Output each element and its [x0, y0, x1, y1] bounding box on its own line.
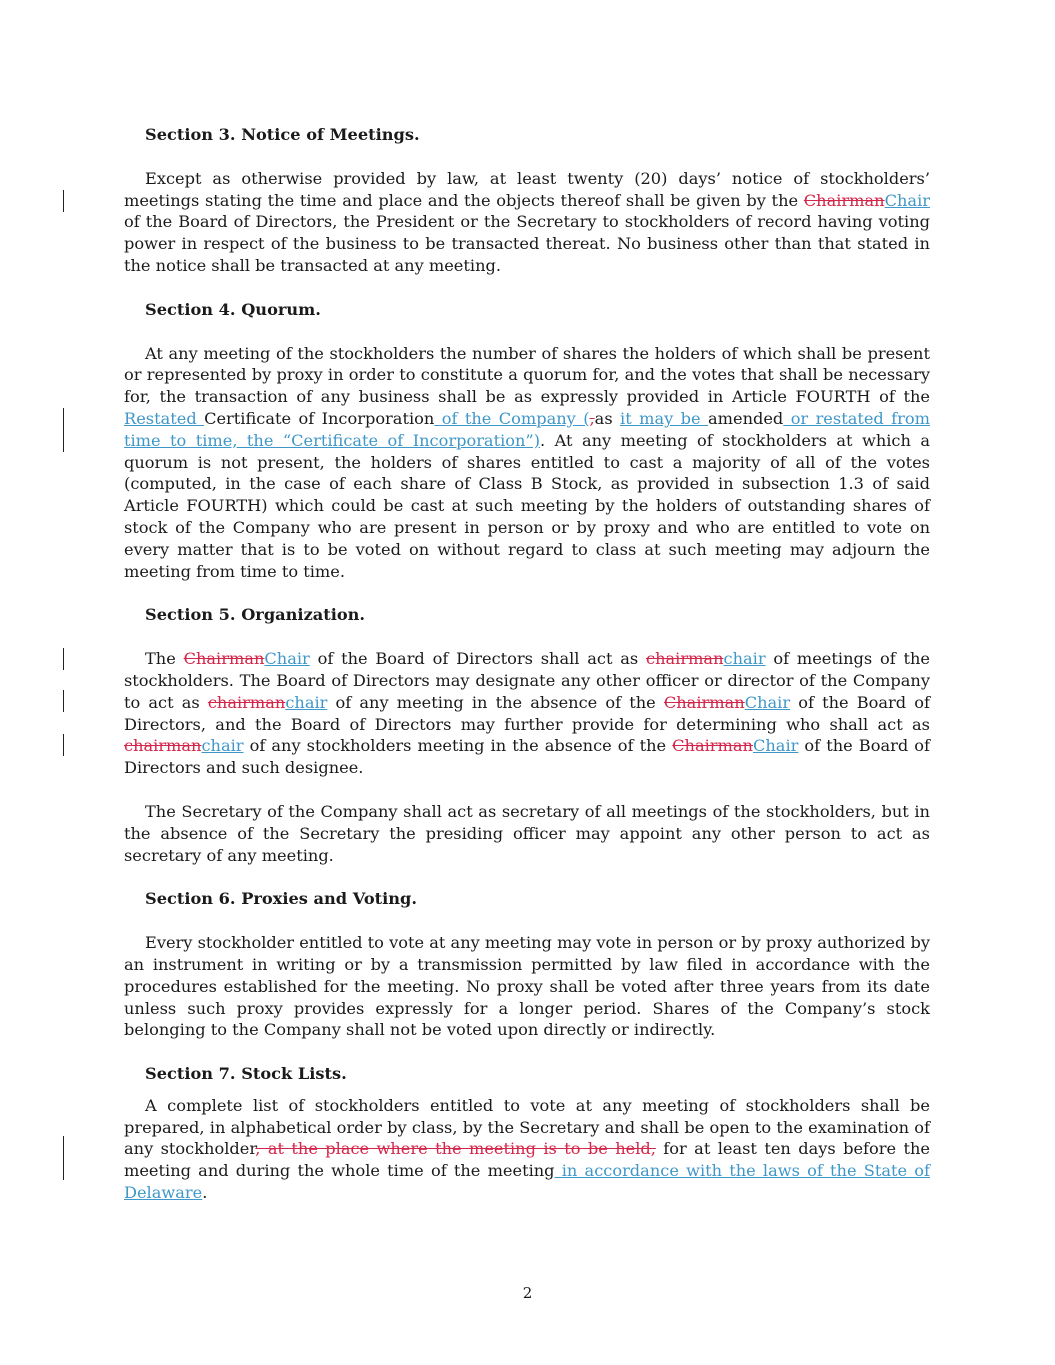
deleted-text: Chairman	[183, 649, 265, 669]
inserted-text: it may be	[620, 408, 708, 428]
inserted-text: Chair	[884, 190, 930, 210]
section-heading: Section 6. Proxies and Voting.	[145, 889, 417, 909]
text-run: of the Board of Directors, the President or the Secretary to stockholders of record having voting power in respect of the business to be transacted thereat. No business other than that stated in the notice shall be transacted at any meeting.	[124, 212, 930, 275]
document-page	[124, 120, 930, 1226]
text-run: of the Board of Directors shall act as	[309, 649, 647, 669]
text-run: amended	[707, 408, 784, 428]
body-paragraph	[124, 648, 930, 779]
text-run: Certificate of Incorporation	[204, 408, 435, 428]
body-paragraph	[124, 168, 930, 277]
deleted-text: chairman	[124, 736, 202, 756]
section-heading: Section 5. Organization.	[145, 605, 366, 625]
section-heading: Section 7. Stock Lists.	[145, 1064, 347, 1084]
deleted-text: Chairman	[663, 692, 745, 712]
change-bar	[63, 734, 64, 756]
text-run: of any meeting in the absence of the	[327, 692, 664, 712]
change-bar	[63, 690, 64, 712]
deleted-text: , at the place where the meeting is to be held,	[255, 1139, 656, 1159]
text-run: Every stockholder entitled to vote at any meeting may vote in person or by proxy authorized by an instrument in writing or by a transmission permitted by law filed in accordance with the procedures established for the meeting. No proxy shall be voted after three years from its date unless such proxy provides expressly for a longer period. Shares of the Company’s stock belonging to the Company shall not be voted upon directly or indirectly.	[124, 933, 930, 1040]
change-bar	[63, 190, 64, 212]
text-run: Except as otherwise provided by law, at least twenty (20) days’ notice of stockholders’ meetings stating the time and place and the objects thereof shall be given by the	[124, 168, 930, 210]
section-heading: Section 4. Quorum.	[145, 299, 321, 319]
text-run: for at least ten days before the meeting and during the whole time of the meeting	[124, 1139, 930, 1181]
deleted-text: chairman	[646, 649, 724, 669]
body-paragraph	[124, 801, 930, 866]
page-number: 2	[522, 1284, 533, 1302]
body-paragraph	[124, 1095, 930, 1204]
text-run: .	[202, 1183, 208, 1203]
text-run: A complete list of stockholders entitled to vote at any meeting of stockholders shall be prepared, in alphabetical order by class, by the Secretary and shall be open to the examination of any stockholder	[124, 1095, 930, 1159]
inserted-text: Chair	[744, 692, 791, 712]
text-run: . At any meeting of stockholders at which a quorum is not present, the holders of shares entitled to cast a majority of all of the votes (computed, in the case of each share of Class B Stock, as provided in subsection 1.3 of said Article FOURTH) which could be cast at such meeting by the holders of outstanding shares of stock of the Company who are present in person or by proxy and who are entitled to vote on every matter that is to be voted on without regard to class at such meeting may adjourn the meeting from time to time.	[124, 430, 930, 581]
inserted-text: in accordance with the laws of the State of Delaware	[124, 1161, 930, 1203]
text-run: of the Board of Directors and such designee.	[124, 736, 930, 778]
text-run: of meetings of the stockholders. The Board of Directors may designate any other officer or director of the Company to act as	[124, 649, 930, 712]
inserted-text: Chair	[752, 736, 799, 756]
inserted-text: chair	[201, 736, 244, 756]
deleted-text: chairman	[207, 692, 286, 712]
section-heading: Section 3. Notice of Meetings.	[145, 125, 420, 144]
inserted-text: Restated	[124, 408, 205, 428]
change-bar	[63, 408, 64, 452]
text-run: as	[594, 408, 621, 428]
change-bar	[63, 1136, 64, 1180]
body-paragraph	[124, 932, 930, 1041]
inserted-text: or restated from time to time, the “Certificate of Incorporation”)	[124, 408, 931, 450]
inserted-text: Chair	[264, 649, 310, 669]
deleted-text: ,	[589, 408, 595, 428]
deleted-text: Chairman	[803, 190, 885, 210]
inserted-text: of the Company (	[434, 408, 590, 428]
deleted-text: Chairman	[672, 736, 753, 756]
text-run: The Secretary of the Company shall act as secretary of all meetings of the stockholders, but in the absence of the Secretary the presiding officer may appoint any other person to act as secretary of any meeting.	[124, 801, 930, 865]
text-run: of the Board of Directors, and the Board of Directors may further provide for determining who shall act as	[124, 692, 930, 734]
inserted-text: chair	[723, 649, 766, 669]
change-bar	[63, 648, 64, 670]
text-run: The	[145, 649, 184, 669]
text-run: At any meeting of the stockholders the number of shares the holders of which shall be present or represented by proxy in order to constitute a quorum for, and the votes that shall be necessary for, the transaction of any business shall be as expressly provided in Article FOURTH of the	[124, 343, 930, 407]
inserted-text: chair	[285, 692, 328, 712]
body-paragraph	[124, 343, 930, 583]
text-run: of any stockholders meeting in the absence of the	[243, 736, 673, 756]
